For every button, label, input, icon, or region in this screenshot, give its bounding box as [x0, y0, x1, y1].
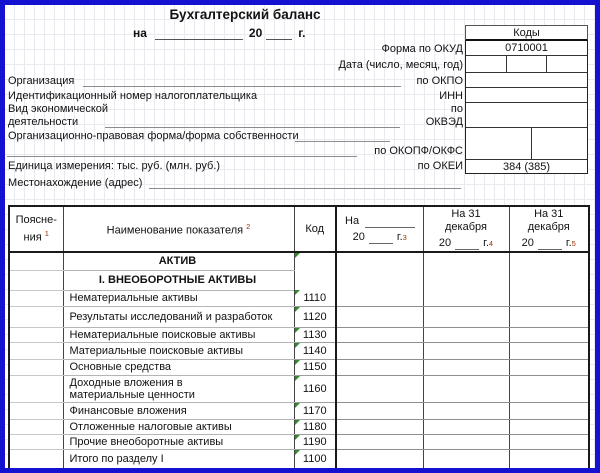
explanations-line2: ния $^1$ — [23, 229, 49, 244]
indicator-name-cell: Нематериальные активы — [63, 290, 294, 306]
col-header-period-3: На 31 декабря 20 г. 5 — [509, 206, 589, 252]
okei-code-value: 384 (385) — [502, 160, 551, 173]
okopf-label: по ОКОПФ/ОКФС — [374, 145, 463, 157]
code-cell: 1150 — [294, 359, 336, 375]
codes-header-label: Коды — [513, 27, 540, 39]
indicator-name-cell: Основные средства — [63, 359, 294, 375]
value-cell[interactable] — [509, 375, 589, 402]
value-cell[interactable] — [509, 290, 589, 306]
value-cell[interactable] — [423, 375, 509, 402]
inn-label: ИНН — [439, 90, 463, 102]
balance-table — [8, 205, 590, 468]
table-row-aktiv — [9, 252, 589, 270]
date-label: Дата (число, месяц, год) — [338, 59, 463, 71]
date-year-cell[interactable] — [546, 56, 587, 72]
legal-form-blank-field-1[interactable] — [295, 129, 390, 142]
okpo-code-cell[interactable] — [466, 73, 587, 88]
value-cell[interactable] — [423, 327, 509, 342]
value-cell[interactable] — [336, 327, 423, 342]
value-cell[interactable] — [423, 419, 509, 434]
explanation-cell[interactable] — [9, 449, 63, 468]
indicator-name-cell: Итого по разделу I — [63, 449, 294, 468]
period3-year-blank[interactable] — [538, 238, 562, 250]
date-day-cell[interactable] — [466, 56, 506, 72]
indicator-name-cell: Прочие внеоборотные активы — [63, 434, 294, 449]
page-title: Бухгалтерский баланс — [169, 7, 321, 22]
location-blank-field[interactable] — [149, 176, 461, 189]
footnote-ref-2: 2 — [246, 222, 251, 232]
legal-form-blank-field-2[interactable] — [7, 144, 357, 157]
okopf-cell[interactable] — [466, 128, 531, 159]
code-cell: 1160 — [294, 375, 336, 402]
spreadsheet-area — [5, 5, 595, 468]
unit-label: Единица измерения: тыс. руб. (млн. руб.) — [8, 160, 221, 172]
value-cell[interactable] — [423, 306, 509, 327]
code-cell: 1100 — [294, 449, 336, 468]
footnote-ref-5: 5 — [571, 239, 576, 248]
value-cell[interactable] — [336, 449, 423, 468]
col-header-indicator: Наименование показателя $^2$ — [63, 206, 294, 252]
okved-code-cell[interactable] — [466, 103, 587, 128]
indicator-name-cell: Доходные вложения в материальные ценности — [63, 375, 294, 402]
okud-code-value: 0710001 — [505, 42, 548, 54]
value-cell[interactable] — [336, 419, 423, 434]
table-row-1110 — [9, 290, 589, 306]
section-title-noncurrent: I. ВНЕОБОРОТНЫЕ АКТИВЫ — [63, 270, 294, 290]
explanation-cell[interactable] — [9, 359, 63, 375]
value-cell[interactable] — [336, 359, 423, 375]
title-date-line — [133, 24, 305, 40]
explanation-cell[interactable] — [9, 252, 63, 270]
date-month-cell[interactable] — [506, 56, 547, 72]
indicator-name-cell: Результаты исследований и разработок — [63, 306, 294, 327]
explanation-cell[interactable] — [9, 402, 63, 419]
explanation-cell[interactable] — [9, 306, 63, 327]
table-row-1140 — [9, 342, 589, 359]
codes-header-cell — [465, 25, 588, 41]
value-cell[interactable] — [336, 402, 423, 419]
okei-label: по ОКЕИ — [417, 160, 463, 172]
period2-year-blank[interactable] — [455, 238, 479, 250]
date-code-cell[interactable] — [466, 56, 587, 73]
value-cell[interactable] — [336, 306, 423, 327]
table-row-1160 — [9, 375, 589, 402]
inn-field-label: Идентификационный номер налогоплательщика — [8, 90, 258, 102]
explanation-cell[interactable] — [9, 375, 63, 402]
value-cell[interactable] — [336, 252, 423, 290]
okei-code-cell[interactable] — [466, 160, 587, 173]
code-cell: 1120 — [294, 306, 336, 327]
explanation-cell[interactable] — [9, 290, 63, 306]
codes-box — [465, 25, 588, 174]
date-blank-field[interactable] — [155, 26, 243, 40]
value-cell[interactable] — [336, 290, 423, 306]
okud-label: Форма по ОКУД — [381, 43, 463, 55]
table-row-1180 — [9, 419, 589, 434]
value-cell[interactable] — [509, 342, 589, 359]
explanation-cell[interactable] — [9, 342, 63, 359]
code-cell: 1190 — [294, 434, 336, 449]
footnote-ref-4: 4 — [488, 239, 494, 248]
explanation-cell[interactable] — [9, 327, 63, 342]
col-header-period-2: На 31 декабря 20 г. 4 — [423, 206, 509, 252]
explanations-line1: Поясне- — [15, 214, 57, 227]
value-cell[interactable] — [423, 252, 509, 290]
value-cell[interactable] — [509, 306, 589, 327]
indicator-name-cell: Нематериальные поисковые активы — [63, 327, 294, 342]
code-cell: 1180 — [294, 419, 336, 434]
location-label: Местонахождение (адрес) — [8, 177, 143, 189]
value-cell[interactable] — [509, 402, 589, 419]
table-row-1100-total — [9, 449, 589, 468]
po-label: по — [450, 103, 463, 115]
legal-form-label: Организационно-правовая форма/форма собственности — [8, 130, 299, 142]
date-century-label: 20 — [248, 26, 263, 40]
okved-label: ОКВЭД — [425, 116, 463, 128]
section-title-aktiv: АКТИВ — [63, 252, 294, 270]
value-cell[interactable] — [509, 434, 589, 449]
table-row-1170 — [9, 402, 589, 419]
table-row-1190 — [9, 434, 589, 449]
table-row-1120 — [9, 306, 589, 327]
date-prefix-label: на — [133, 26, 147, 40]
value-cell[interactable] — [423, 290, 509, 306]
value-cell[interactable] — [423, 402, 509, 419]
value-cell[interactable] — [423, 359, 509, 375]
value-cell[interactable] — [509, 252, 589, 290]
footnote-ref-3: 3 — [402, 232, 407, 242]
value-cell[interactable] — [336, 342, 423, 359]
value-cell[interactable] — [509, 327, 589, 342]
organization-blank-field[interactable] — [83, 74, 401, 87]
table-header-row — [9, 206, 589, 252]
explanation-cell[interactable] — [9, 434, 63, 449]
col-header-explanations — [9, 206, 63, 252]
activity-blank-field[interactable] — [105, 115, 400, 128]
indicator-name-cell: Отложенные налоговые активы — [63, 419, 294, 434]
code-cell: 1170 — [294, 402, 336, 419]
value-cell[interactable] — [423, 434, 509, 449]
footnote-ref-1: 1 — [44, 229, 49, 239]
value-cell[interactable] — [423, 342, 509, 359]
table-row-1130 — [9, 327, 589, 342]
activity-label-line1: Вид экономической — [8, 103, 109, 115]
value-cell[interactable] — [336, 375, 423, 402]
table-row-1150 — [9, 359, 589, 375]
date-suffix-label: г. — [298, 26, 306, 40]
col-header-period-1: На 20 г. 3 — [336, 206, 423, 252]
code-cell: 1110 — [294, 290, 336, 306]
organization-label: Организация — [8, 75, 75, 87]
value-cell[interactable] — [509, 449, 589, 468]
value-cell[interactable] — [509, 359, 589, 375]
value-cell[interactable] — [336, 434, 423, 449]
indicator-name-cell: Материальные поисковые активы — [63, 342, 294, 359]
value-cell[interactable] — [423, 449, 509, 468]
indicator-name-cell: Финансовые вложения — [63, 402, 294, 419]
okopf-okfs-code-cell[interactable] — [466, 128, 587, 160]
explanation-cell[interactable] — [9, 419, 63, 434]
code-cell: 1130 — [294, 327, 336, 342]
value-cell[interactable] — [509, 419, 589, 434]
code-cell: 1140 — [294, 342, 336, 359]
period1-date-blank[interactable] — [365, 216, 414, 228]
okud-code-cell[interactable] — [466, 41, 587, 56]
okfs-cell[interactable] — [531, 128, 587, 159]
okpo-label: по ОКПО — [416, 75, 463, 87]
inn-code-cell[interactable] — [466, 88, 587, 103]
period1-year-blank[interactable] — [369, 232, 393, 244]
col-header-code: Код — [294, 206, 336, 252]
year-blank-field[interactable] — [266, 26, 292, 40]
code-cell[interactable] — [294, 252, 336, 290]
codes-column — [465, 41, 588, 174]
explanation-cell[interactable] — [9, 270, 63, 290]
activity-label-line2: деятельности — [8, 116, 79, 128]
